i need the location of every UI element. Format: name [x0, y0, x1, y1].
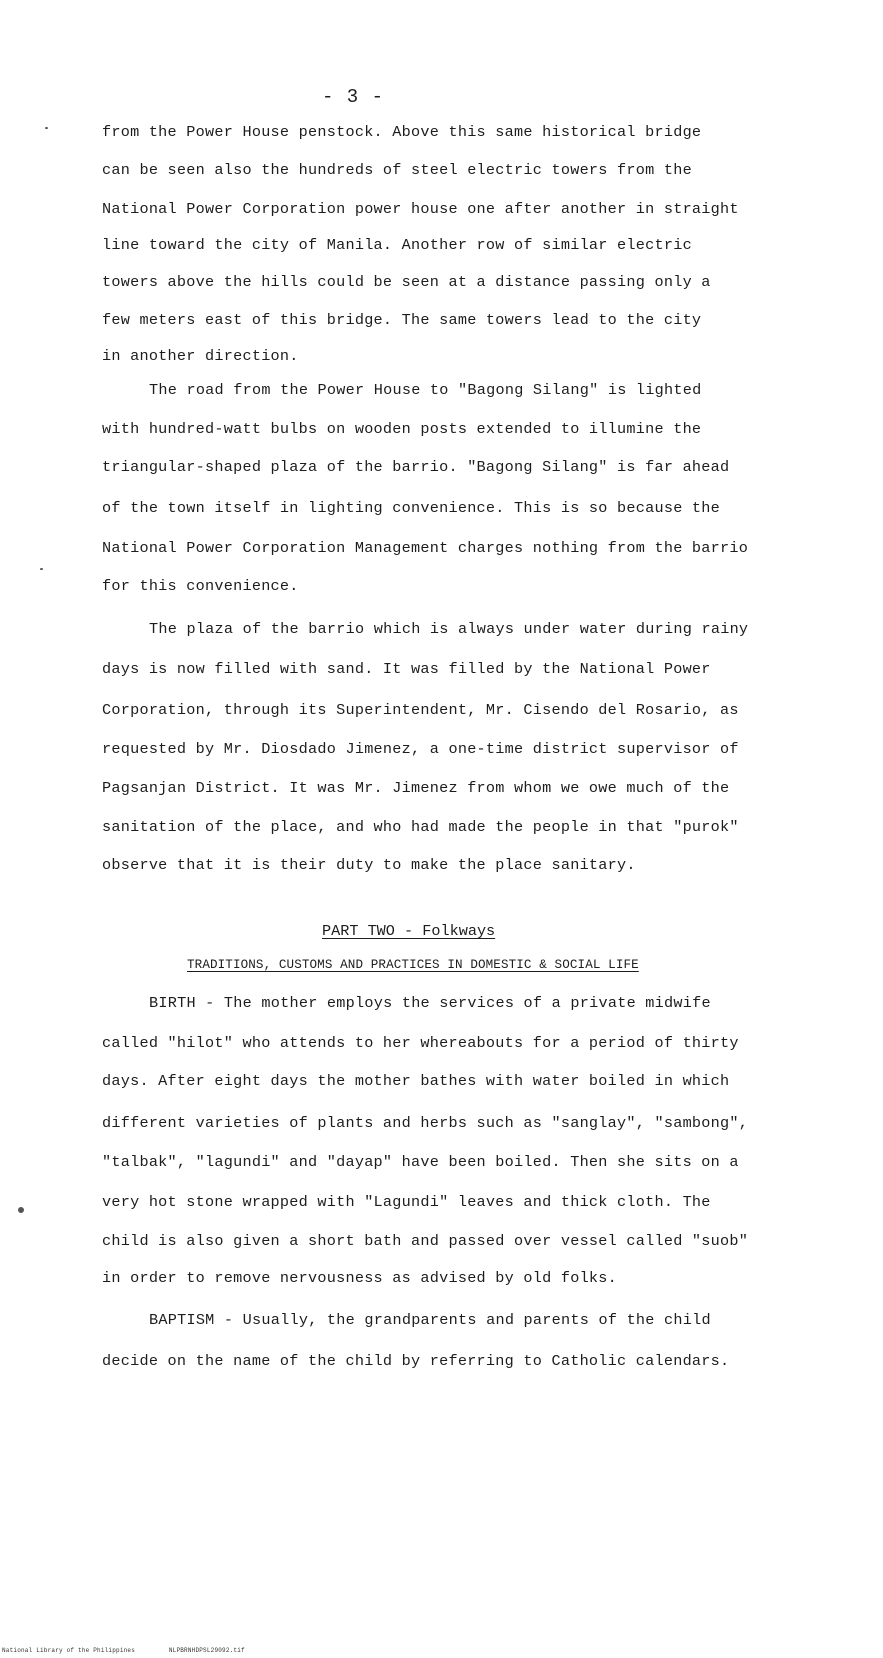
text-line: National Power Corporation power house one after another in straight — [102, 200, 739, 218]
text-line: The plaza of the barrio which is always under water during rainy — [149, 620, 749, 638]
text-line: BAPTISM - Usually, the grandparents and parents of the child — [149, 1311, 711, 1329]
text-line: very hot stone wrapped with "Lagundi" leaves and thick cloth. The — [102, 1193, 711, 1211]
text-line: sanitation of the place, and who had made the people in that "purok" — [102, 818, 739, 836]
text-line: observe that it is their duty to make the place sanitary. — [102, 856, 636, 874]
text-line: National Power Corporation Management charges nothing from the barrio — [102, 539, 749, 557]
text-line: BIRTH - The mother employs the services of a private midwife — [149, 994, 711, 1012]
text-line: child is also given a short bath and passed over vessel called "suob" — [102, 1232, 749, 1250]
text-line: days is now filled with sand. It was filled by the National Power — [102, 660, 711, 678]
text-line: with hundred-watt bulbs on wooden posts extended to illumine the — [102, 420, 702, 438]
text-line: of the town itself in lighting convenience. This is so because the — [102, 499, 721, 517]
text-line: line toward the city of Manila. Another row of similar electric — [102, 236, 692, 254]
text-line: in another direction. — [102, 347, 299, 365]
footer-filename: NLPBRNHDPSL29092.tif — [168, 1647, 245, 1654]
page-number: - 3 - — [322, 86, 385, 108]
scan-speck — [45, 127, 48, 129]
text-line: from the Power House penstock. Above this same historical bridge — [102, 123, 702, 141]
text-line: in order to remove nervousness as advised by old folks. — [102, 1269, 618, 1287]
text-line: can be seen also the hundreds of steel electric towers from the — [102, 161, 692, 179]
scan-speck — [18, 1207, 24, 1213]
text-line: triangular-shaped plaza of the barrio. "Bagong Silang" is far ahead — [102, 458, 730, 476]
text-line: for this convenience. — [102, 577, 299, 595]
scan-speck — [40, 568, 43, 570]
text-line: Corporation, through its Superintendent, Mr. Cisendo del Rosario, as — [102, 701, 739, 719]
section-subheading: TRADITIONS, CUSTOMS AND PRACTICES IN DOMESTIC & SOCIAL LIFE — [187, 958, 639, 972]
text-line: days. After eight days the mother bathes with water boiled in which — [102, 1072, 730, 1090]
text-line: towers above the hills could be seen at a distance passing only a — [102, 273, 711, 291]
text-line: requested by Mr. Diosdado Jimenez, a one-time district supervisor of — [102, 740, 739, 758]
text-line: decide on the name of the child by referring to Catholic calendars. — [102, 1352, 730, 1370]
scan-footer — [2, 1647, 275, 1654]
text-line: called "hilot" who attends to her whereabouts for a period of thirty — [102, 1034, 739, 1052]
text-line: different varieties of plants and herbs such as "sanglay", "sambong", — [102, 1114, 749, 1132]
text-line: The road from the Power House to "Bagong Silang" is lighted — [149, 381, 702, 399]
text-line: Pagsanjan District. It was Mr. Jimenez from whom we owe much of the — [102, 779, 730, 797]
part-heading: PART TWO - Folkways — [322, 922, 496, 940]
text-line: "talbak", "lagundi" and "dayap" have been boiled. Then she sits on a — [102, 1153, 739, 1171]
text-line: few meters east of this bridge. The same towers lead to the city — [102, 311, 702, 329]
footer-library: National Library of the Philippines — [2, 1647, 136, 1654]
